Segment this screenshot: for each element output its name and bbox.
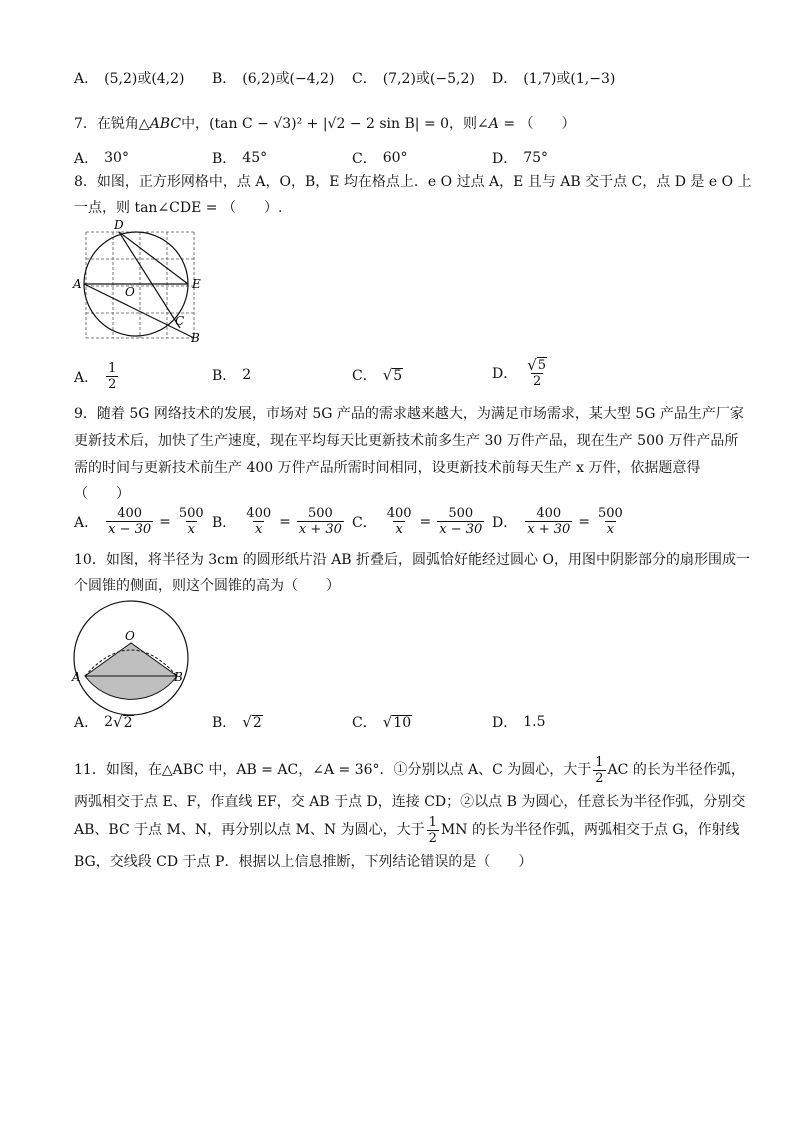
q9-stem-line4: （ ） bbox=[74, 486, 130, 502]
q9-choice-a[interactable]: A． $\frac{400}{x - 30}$ = $\frac{500}{x}$ bbox=[74, 506, 204, 537]
q10-choices bbox=[74, 712, 734, 738]
q8-segment-dc bbox=[119, 232, 180, 328]
q8-choice-c[interactable]: C． √ 5 bbox=[352, 366, 403, 384]
q10-choice-d[interactable]: D． 1.5 bbox=[492, 714, 546, 731]
q7-choice-c[interactable]: C． 60° bbox=[352, 150, 408, 167]
q6-choice-a[interactable]: A． (5,2)或(4,2) bbox=[74, 71, 185, 87]
q8-figure bbox=[70, 220, 210, 346]
q8-choice-d[interactable]: D． √ 5 2 bbox=[492, 356, 547, 389]
q10-label-o: O bbox=[125, 629, 135, 643]
q9-choices bbox=[74, 506, 734, 540]
q9-stem-line3: 需的时间与更新技术前生产 400 万件产品所需时间相同，设更新技术前每天生产 x 万件，依据题意得 bbox=[74, 460, 701, 476]
q7-choices bbox=[74, 148, 734, 174]
q11-stem-line2: 两弧相交于点 E、F，作直线 EF，交 AB 于点 D，连接 CD；②以点 B 为圆心，任意长为半径作弧，分别交 bbox=[74, 794, 746, 810]
q7-choice-a[interactable]: A． 30° bbox=[74, 150, 129, 167]
q8-label-d: D bbox=[114, 220, 124, 232]
q11-stem-line1: 11．如图，在△ABC 中，AB = AC，∠A = 36°．①分别以点 A、C 为圆心，大于 $\frac{1}{2}$ AC 的长为半径作弧， bbox=[74, 754, 745, 786]
q9-choice-c[interactable]: C． $\frac{400}{x}$ = $\frac{500}{x - 30}$ bbox=[352, 506, 483, 537]
q7-choice-b[interactable]: B． 45° bbox=[212, 150, 268, 167]
q8-label-c: C bbox=[175, 314, 185, 328]
q8-label-a: A bbox=[73, 277, 82, 291]
q8-segment-ab bbox=[84, 284, 194, 338]
q8-label-o: O bbox=[125, 285, 135, 299]
q9-choice-d[interactable]: D． $\frac{400}{x + 30}$ = $\frac{500}{x}$ bbox=[492, 506, 623, 537]
q9-stem-line1: 9．随着 5G 网络技术的发展，市场对 5G 产品的需求越来越大，为满足市场需求，某大型 5G 产品生产厂家 bbox=[74, 406, 744, 422]
q7-expression: (tan C − √3)² + |√2 − 2 sin B| = 0 bbox=[209, 116, 450, 132]
q8-choice-a[interactable]: A． $\frac{1}{2}$ bbox=[74, 361, 117, 392]
q10-choice-c[interactable]: C． √ 10 bbox=[352, 713, 412, 731]
q10-stem-line1: 10．如图，将半径为 3cm 的圆形纸片沿 AB 折叠后，圆弧恰好能经过圆心 O，用图中阴影部分的扇形围成一 bbox=[74, 552, 750, 568]
q6-choice-b[interactable]: B． (6,2)或(−4,2) bbox=[212, 71, 335, 87]
q11-stem-line3: AB、BC 于点 M、N，再分别以点 M、N 为圆心，大于 $\frac{1}{2}$ MN 的长为半径作弧，两弧相交于点 G，作射线 bbox=[74, 814, 740, 846]
q9-choice-b[interactable]: B． $\frac{400}{x}$ = $\frac{500}{x + 30}$ bbox=[212, 506, 342, 537]
q11-stem-line4: BG，交线段 CD 于点 P．根据以上信息推断，下列结论错误的是（ ） bbox=[74, 854, 533, 870]
q7-choice-d[interactable]: D． 75° bbox=[492, 150, 549, 167]
q6-choice-c[interactable]: C． (7,2)或(−5,2) bbox=[352, 71, 475, 87]
q10-stem-line2: 个圆锥的侧面，则这个圆锥的高为（ ） bbox=[74, 578, 340, 594]
q8-choice-b[interactable]: B． 2 bbox=[212, 367, 252, 384]
q6-choice-d[interactable]: D． (1,7)或(1,−3) bbox=[492, 71, 616, 87]
q10-figure bbox=[66, 596, 196, 716]
q8-label-b: B bbox=[191, 331, 200, 345]
q10-choice-a[interactable]: A． 2 √ 2 bbox=[74, 713, 133, 731]
q10-label-a: A bbox=[72, 670, 81, 684]
q8-segment-de bbox=[119, 232, 188, 284]
q9-stem-line2: 更新技术后，加快了生产速度，现在平均每天比更新技术前多生产 30 万件产品，现在生产 500 万件产品所 bbox=[74, 433, 739, 449]
q7-stem: 7．在锐角△ABC中，(tan C − √3)² + |√2 − 2 sin B| = 0，则∠A = （ ） bbox=[74, 116, 576, 132]
q8-choices bbox=[74, 357, 734, 391]
q8-stem-line1: 8．如图，正方形网格中，点 A，O，B，E 均在格点上．e O 过点 A，E 且与 AB 交于点 C，点 D 是 e O 上 bbox=[74, 174, 752, 190]
q6-choices bbox=[74, 68, 734, 94]
q10-label-b: B bbox=[174, 670, 183, 684]
q8-stem-line2: 一点，则 tan∠CDE = （ ）. bbox=[74, 200, 283, 216]
q10-shaded-sector bbox=[85, 643, 177, 699]
q10-choice-b[interactable]: B． √ 2 bbox=[212, 713, 262, 731]
q8-label-e: E bbox=[192, 277, 201, 291]
